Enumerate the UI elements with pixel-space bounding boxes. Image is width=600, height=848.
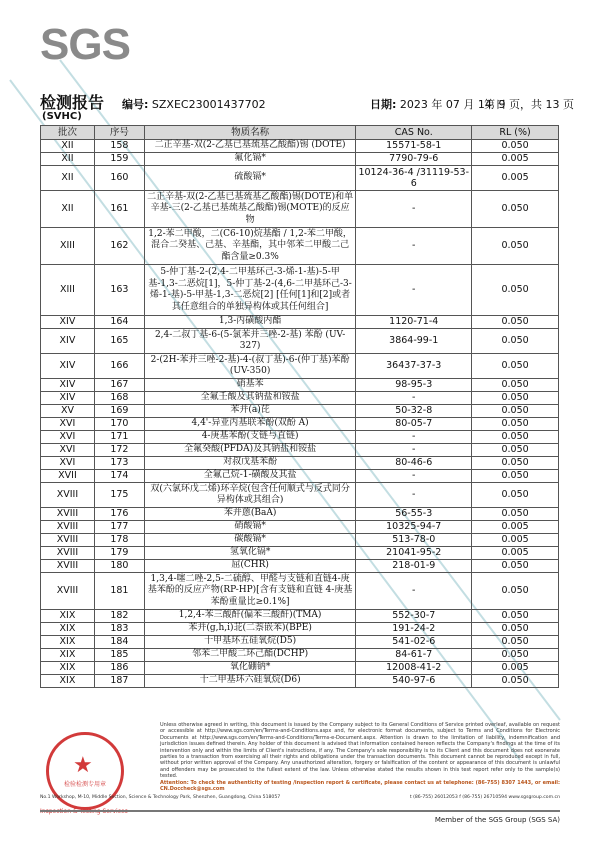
cell-no: 187 <box>94 675 144 688</box>
cell-substance: 2,4-二叔丁基-6-(5-氯苯并三唑-2-基) 苯酚 (UV-327) <box>144 329 356 354</box>
cell-rl: 0.050 <box>472 191 559 228</box>
cell-cas: 552-30-7 <box>356 610 472 623</box>
cell-cas: 80-05-7 <box>356 418 472 431</box>
table-row <box>41 623 559 636</box>
cell-batch: XVI <box>41 457 95 470</box>
table-body <box>41 140 559 688</box>
cell-batch: XVIII <box>41 508 95 521</box>
report-title: 检测报告 <box>40 93 105 112</box>
cell-cas: - <box>356 444 472 457</box>
cell-rl: 0.005 <box>472 166 559 191</box>
cell-rl: 0.050 <box>472 379 559 392</box>
cell-substance: 2-(2H-苯并三唑-2-基)-4-(叔丁基)-6-(仲丁基)苯酚 (UV-350) <box>144 354 356 379</box>
table-row <box>41 534 559 547</box>
table-row <box>41 636 559 649</box>
cell-no: 179 <box>94 547 144 560</box>
cell-rl: 0.050 <box>472 623 559 636</box>
cell-batch: XVII <box>41 470 95 483</box>
table-row <box>41 431 559 444</box>
table-row <box>41 379 559 392</box>
report-number-label: 编号: <box>122 98 149 111</box>
cell-cas: 84-61-7 <box>356 649 472 662</box>
table-header-row <box>41 126 559 140</box>
cell-substance: 4,4'-异亚丙基联苯酚(双酚 A) <box>144 418 356 431</box>
cell-batch: XVIII <box>41 573 95 610</box>
cell-batch: XIX <box>41 675 95 688</box>
cell-no: 161 <box>94 191 144 228</box>
header-rl: RL (%) <box>472 126 559 140</box>
cell-substance: 碳酸镉* <box>144 534 356 547</box>
cell-substance: 苯并(a)芘 <box>144 405 356 418</box>
cell-rl: 0.050 <box>472 444 559 457</box>
header-no: 序号 <box>94 126 144 140</box>
cell-cas: 15571-58-1 <box>356 140 472 153</box>
table-row <box>41 418 559 431</box>
cell-rl: 0.050 <box>472 573 559 610</box>
cell-no: 186 <box>94 662 144 675</box>
cell-substance: 硝酸镉* <box>144 521 356 534</box>
cell-no: 171 <box>94 431 144 444</box>
cell-rl: 0.005 <box>472 521 559 534</box>
table-row <box>41 329 559 354</box>
cell-substance: 双(六氯环戊二烯)环辛烷(包含任何顺式与反式同分异构体或其组合) <box>144 483 356 508</box>
cell-batch: XIII <box>41 228 95 265</box>
table-row <box>41 392 559 405</box>
cell-batch: XIV <box>41 329 95 354</box>
cell-rl: 0.050 <box>472 265 559 316</box>
cell-cas: 10325-94-7 <box>356 521 472 534</box>
cell-no: 180 <box>94 560 144 573</box>
cell-substance: 十甲基环五硅氧烷(D5) <box>144 636 356 649</box>
cell-rl: 0.050 <box>472 392 559 405</box>
cell-substance: 4-庚基苯酚(支链与直链) <box>144 431 356 444</box>
footer <box>40 722 560 815</box>
cell-no: 167 <box>94 379 144 392</box>
cell-substance: 全氟己烷-1-磺酸及其盐 <box>144 470 356 483</box>
cell-cas: 7790-79-6 <box>356 153 472 166</box>
cell-cas: 98-95-3 <box>356 379 472 392</box>
cell-substance: 5-仲丁基-2-(2,4-二甲基环己-3-烯-1-基)-5-甲基-1,3-二恶烷[1]，5-仲丁基-2-(4,6-二甲基环己-3-烯-1-基)-5-甲基-1,3-二恶烷[2] [任何[1]和[2]或者其任意组合的单独异构体或其任何组合] <box>144 265 356 316</box>
table-row <box>41 675 559 688</box>
table-row <box>41 166 559 191</box>
cell-batch: XIV <box>41 316 95 329</box>
cell-no: 159 <box>94 153 144 166</box>
cell-rl: 0.050 <box>472 508 559 521</box>
cell-substance: 苯并(g,h,i)苝(二萘嵌苯)(BPE) <box>144 623 356 636</box>
cell-no: 184 <box>94 636 144 649</box>
table-row <box>41 191 559 228</box>
cell-rl: 0.050 <box>472 140 559 153</box>
member-text: Member of the SGS Group (SGS SA) <box>434 816 560 824</box>
table-row <box>41 405 559 418</box>
cell-no: 181 <box>94 573 144 610</box>
disclaimer-text: Unless otherwise agreed in writing, this document is issued by the Company subject to its General Conditions of Service printed overleaf, available on request or accessible at http://www.sgs.com/en/Terms-and-Conditions.aspx and, for electronic format documents, subject to Terms and Conditions for Electronic Documents at http://www.sgs.com/en/Terms-and-Conditions/Terms-e-Document.aspx. Attention is drawn to the limitation of liability, indemnification and jurisdiction issues defined therein. Any holder of this document is advised that information contained hereon reflects the Company's findings at the time of its intervention only and within the limits of Client's instructions, if any. The Company's sole responsibility is to its Client and this document does not exonerate parties to a transaction from exercising all their rights and obligations under the transaction documents. This document cannot be reproduced except in full, without prior written approval of the Company. Any unauthorized alteration, forgery or falsification of the content or appearance of this document is unlawful and offenders may be prosecuted to the fullest extent of the law. Unless otherwise stated the results shown in this test report refer only to the sample(s) tested. <box>160 722 560 780</box>
header-cas: CAS No. <box>356 126 472 140</box>
cell-rl: 0.050 <box>472 228 559 265</box>
footer-divider <box>40 810 560 812</box>
cell-cas: 3864-99-1 <box>356 329 472 354</box>
table-row <box>41 140 559 153</box>
cell-batch: XIV <box>41 392 95 405</box>
cell-batch: XVIII <box>41 483 95 508</box>
table-row <box>41 573 559 610</box>
cell-batch: XVI <box>41 444 95 457</box>
cell-batch: XVI <box>41 418 95 431</box>
cell-substance: 硫酸镉* <box>144 166 356 191</box>
table-row <box>41 560 559 573</box>
table-row <box>41 316 559 329</box>
cell-batch: XII <box>41 166 95 191</box>
cell-batch: XIV <box>41 379 95 392</box>
disclaimer <box>160 722 560 792</box>
cell-cas: 12008-41-2 <box>356 662 472 675</box>
cell-substance: 邻苯二甲酸二环己酯(DCHP) <box>144 649 356 662</box>
address-line <box>40 795 560 801</box>
cell-cas: 10124-36-4 /31119-53-6 <box>356 166 472 191</box>
header-substance: 物质名称 <box>144 126 356 140</box>
cell-rl: 0.005 <box>472 153 559 166</box>
cell-no: 183 <box>94 623 144 636</box>
cell-batch: XIII <box>41 265 95 316</box>
cell-cas: - <box>356 265 472 316</box>
cell-cas: 80-46-6 <box>356 457 472 470</box>
cell-rl: 0.005 <box>472 547 559 560</box>
table-row <box>41 228 559 265</box>
cell-batch: XV <box>41 405 95 418</box>
cell-no: 185 <box>94 649 144 662</box>
cell-rl: 0.050 <box>472 636 559 649</box>
cell-no: 182 <box>94 610 144 623</box>
table-row <box>41 649 559 662</box>
table-row <box>41 521 559 534</box>
cell-substance: 十二甲基环六硅氧烷(D6) <box>144 675 356 688</box>
cell-rl: 0.050 <box>472 329 559 354</box>
report-date-label: 日期: <box>370 98 397 111</box>
cell-rl: 0.050 <box>472 610 559 623</box>
cell-no: 172 <box>94 444 144 457</box>
cell-substance: 全氟壬酸及其钠盐和铵盐 <box>144 392 356 405</box>
cell-no: 164 <box>94 316 144 329</box>
cell-rl: 0.050 <box>472 354 559 379</box>
cell-rl: 0.005 <box>472 534 559 547</box>
cell-batch: XVIII <box>41 521 95 534</box>
cell-batch: XVIII <box>41 560 95 573</box>
cell-rl: 0.050 <box>472 470 559 483</box>
cell-cas: - <box>356 392 472 405</box>
table-row <box>41 457 559 470</box>
cell-substance: 屈(CHR) <box>144 560 356 573</box>
cell-cas: - <box>356 573 472 610</box>
report-number <box>122 96 266 112</box>
table-row <box>41 354 559 379</box>
cell-no: 170 <box>94 418 144 431</box>
cell-substance: 对叔戊基苯酚 <box>144 457 356 470</box>
cell-cas: 56-55-3 <box>356 508 472 521</box>
cell-no: 160 <box>94 166 144 191</box>
cell-substance: 1,2-苯二甲酸，二(C6-10)烷基酯 / 1,2-苯二甲酸，混合二癸基、己基、辛基酯，其中邻苯二甲酸二己酯含量≥0.3% <box>144 228 356 265</box>
sgs-logo: SGS <box>40 20 130 69</box>
cell-batch: XIX <box>41 649 95 662</box>
svhc-table <box>40 125 559 688</box>
stamp-text: 检验检测专用章 <box>63 781 106 788</box>
cell-batch: XII <box>41 153 95 166</box>
cell-no: 177 <box>94 521 144 534</box>
cell-no: 175 <box>94 483 144 508</box>
cell-rl: 0.050 <box>472 431 559 444</box>
cell-cas: 218-01-9 <box>356 560 472 573</box>
cell-batch: XVIII <box>41 547 95 560</box>
cell-batch: XIX <box>41 610 95 623</box>
cell-batch: XIX <box>41 623 95 636</box>
cell-batch: XVIII <box>41 534 95 547</box>
cell-cas: 513-78-0 <box>356 534 472 547</box>
stamp-subtitle: Inspection & Testing Services <box>40 808 128 815</box>
cell-no: 163 <box>94 265 144 316</box>
cell-batch: XIV <box>41 354 95 379</box>
cell-rl: 0.050 <box>472 457 559 470</box>
cell-no: 162 <box>94 228 144 265</box>
cell-substance: 氟化镉* <box>144 153 356 166</box>
table-row <box>41 662 559 675</box>
cell-cas: 191-24-2 <box>356 623 472 636</box>
table-row <box>41 547 559 560</box>
cell-no: 168 <box>94 392 144 405</box>
cell-no: 165 <box>94 329 144 354</box>
cell-batch: XIX <box>41 662 95 675</box>
attention-text: Attention: To check the authenticity of testing /inspection report & certificate, please contact us at telephone: (86-755) 8307 1443, or email: CN.Doccheck@sgs.com <box>160 779 560 793</box>
cell-no: 178 <box>94 534 144 547</box>
cell-no: 173 <box>94 457 144 470</box>
cell-no: 176 <box>94 508 144 521</box>
cell-cas: 50-32-8 <box>356 405 472 418</box>
cell-cas: 540-97-6 <box>356 675 472 688</box>
cell-substance: 二正辛基-双(2-乙基已基巯基乙酸酯)锡 (DOTE) <box>144 140 356 153</box>
cell-rl: 0.050 <box>472 649 559 662</box>
cell-rl: 0.050 <box>472 483 559 508</box>
cell-rl: 0.050 <box>472 418 559 431</box>
cell-rl: 0.005 <box>472 662 559 675</box>
page-number: 第 9 页，共 13 页 <box>484 98 574 111</box>
cell-substance: 二正辛基-双(2-乙基已基巯基乙酸酯)锡(DOTE)和单辛基-三(2-乙基已基巯基乙酸酯)锡(MOTE)的反应物 <box>144 191 356 228</box>
star-icon: ★ <box>73 753 93 778</box>
table-row <box>41 483 559 508</box>
cell-substance: 全氟癸酸(PFDA)及其钠盐和铵盐 <box>144 444 356 457</box>
cell-substance: 氢氧化镉* <box>144 547 356 560</box>
cell-batch: XIX <box>41 636 95 649</box>
table-row <box>41 265 559 316</box>
report-subtitle: (SVHC) <box>42 111 82 122</box>
cell-substance: 硝基苯 <box>144 379 356 392</box>
cell-substance: 1,2,4-苯三酸酐(偏苯三酸酐)(TMA) <box>144 610 356 623</box>
cell-batch: XVI <box>41 431 95 444</box>
cell-rl: 0.050 <box>472 560 559 573</box>
cell-no: 169 <box>94 405 144 418</box>
cell-cas: - <box>356 483 472 508</box>
address-text: No.1 Workshop, M-10, Middle Section, Science & Technology Park, Shenzhen, Guangdong, China 518057 <box>40 795 281 800</box>
cell-rl: 0.050 <box>472 405 559 418</box>
cell-no: 158 <box>94 140 144 153</box>
table-row <box>41 153 559 166</box>
cell-cas: 1120-71-4 <box>356 316 472 329</box>
cell-rl: 0.050 <box>472 675 559 688</box>
cell-batch: XII <box>41 140 95 153</box>
cell-cas: - <box>356 228 472 265</box>
table-row <box>41 444 559 457</box>
report-number-value: SZXEC23001437702 <box>151 98 266 111</box>
contact-text: t (86-755) 26012053 f (86-755) 26710594 www.sgsgroup.com.cn <box>409 795 560 800</box>
cell-cas: - <box>356 191 472 228</box>
cell-substance: 1,3-丙磺酸内酯 <box>144 316 356 329</box>
cell-rl: 0.050 <box>472 316 559 329</box>
table-row <box>41 508 559 521</box>
header-batch: 批次 <box>41 126 95 140</box>
report-date-value: 2023 年 07 月 14 日 <box>399 98 507 111</box>
cell-cas: - <box>356 431 472 444</box>
cell-cas: 36437-37-3 <box>356 354 472 379</box>
table-row <box>41 470 559 483</box>
cell-cas: - <box>356 470 472 483</box>
table-row <box>41 610 559 623</box>
cell-no: 174 <box>94 470 144 483</box>
cell-no: 166 <box>94 354 144 379</box>
cell-substance: 苯并蒽(BaA) <box>144 508 356 521</box>
cell-batch: XII <box>41 191 95 228</box>
cell-cas: 541-02-6 <box>356 636 472 649</box>
cell-substance: 氧化硼钠* <box>144 662 356 675</box>
cell-substance: 1,3,4-噻二唑-2,5-二硫醇、甲醛与支链和直链4-庚基苯酚的反应产物(RP-HP)[含有支链和直链 4-庚基苯酚重量比≥0.1%] <box>144 573 356 610</box>
cell-cas: 21041-95-2 <box>356 547 472 560</box>
